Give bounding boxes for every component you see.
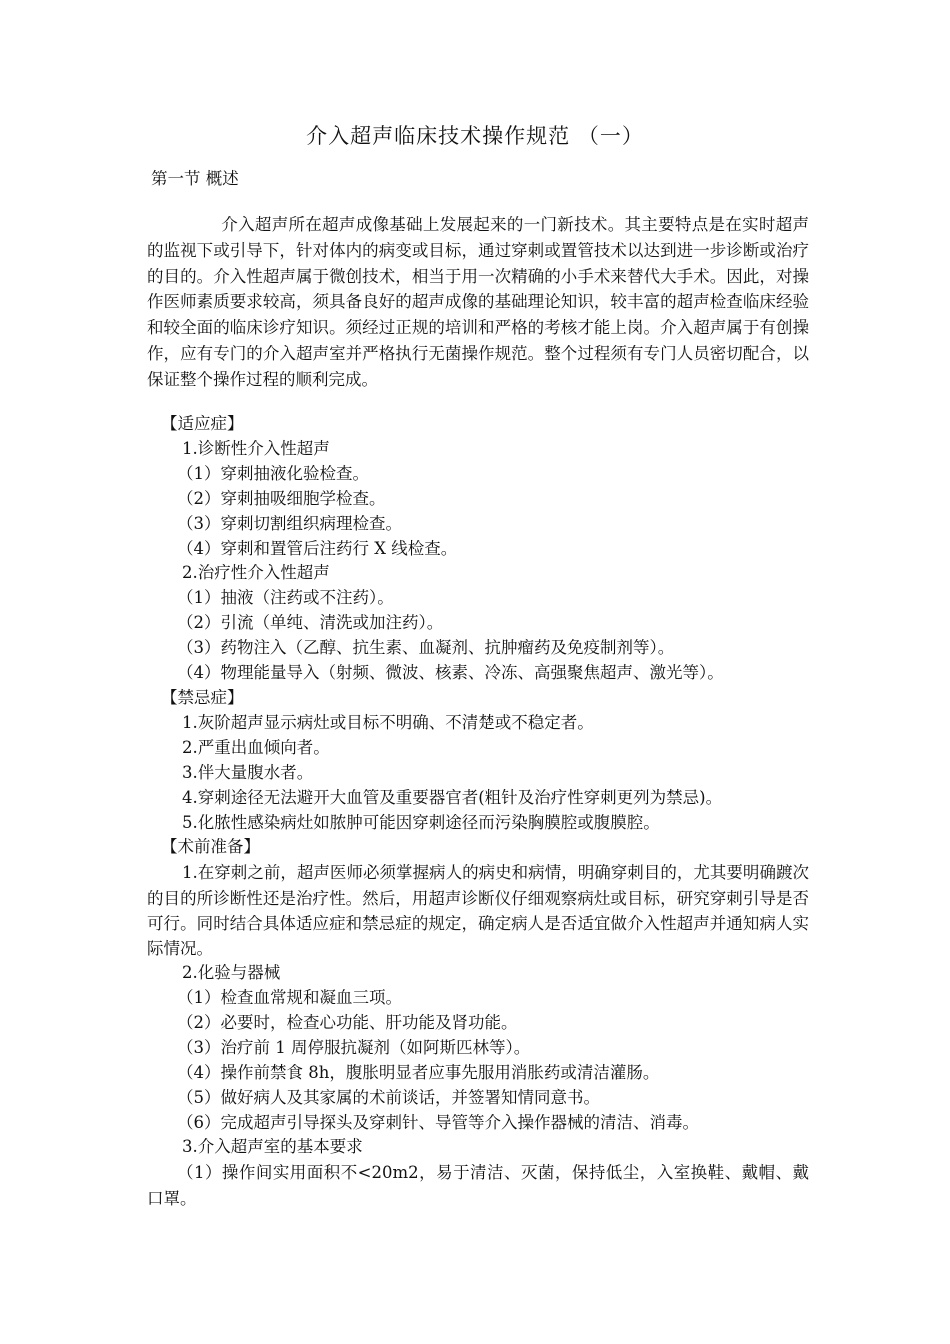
document-title: 介入超声临床技术操作规范 （一） (306, 124, 644, 148)
preparation-heading: 【术前准备】 (161, 837, 260, 857)
intro-text: 介入超声所在超声成像基础上发展起来的一门新技术。其主要特点是在实时超声的监视下或引导下，针对体内的病变或目标，通过穿刺或置管技术以达到进一步诊断或治疗的目的。介入性超声属于微创技术，相当于用一次精确的小手术来替代大手术。因此，对操作医师素质要求较高，须具备良好的超声成像的基础理论知识，较丰富的超声检查临床经验和较全面的临床诊疗知识。须经过正规的培训和严格的考核才能上岗。介入超声属于有创操作，应有专门的介入超声室并严格执行无菌操作规范。整个过程须有专门人员密切配合，以保证整个操作过程的顺利完成。 (147, 215, 809, 389)
list-item: （3）治疗前 1 周停服抗凝剂（如阿斯匹林等）。 (177, 1037, 531, 1057)
section-heading: 第一节 概述 (151, 169, 239, 188)
list-item: （1）抽液（注药或不注药）。 (177, 588, 394, 608)
list-item: （5）做好病人及其家属的术前谈话，并签署知情同意书。 (177, 1087, 600, 1107)
list-item: 1.灰阶超声显示病灶或目标不明确、不清楚或不稳定者。 (182, 712, 594, 732)
list-item: （3）穿刺切割组织病理检查。 (177, 513, 402, 533)
document-body (147, 412, 809, 1211)
lab-title: 2.化验与器械 (182, 963, 281, 983)
contraindications-heading: 【禁忌症】 (161, 687, 244, 707)
intro-paragraph (147, 212, 809, 393)
list-item: 4.穿刺途径无法避开大血管及重要器官者(粗针及治疗性穿刺更列为禁忌)。 (182, 787, 723, 807)
therapeutic-title: 2.治疗性介入性超声 (182, 563, 330, 583)
list-item: （6）完成超声引导探头及穿刺针、导管等介入操作器械的清洁、消毒。 (177, 1112, 699, 1132)
list-item: 5.化脓性感染病灶如脓肿可能因穿刺途径而污染胸膜腔或腹膜腔。 (182, 812, 660, 832)
list-item: （1）检查血常规和凝血三项。 (177, 988, 402, 1008)
list-item: （2）引流（单纯、清洗或加注药）。 (177, 613, 444, 633)
list-item: （1）穿刺抽液化验检查。 (177, 463, 369, 483)
preparation-paragraph: 1.在穿刺之前，超声医师必须掌握病人的病史和病情，明确穿刺目的，尤其要明确踱次的目的所诊断性还是治疗性。然后，用超声诊断仪仔细观察病灶或目标，研究穿刺引导是否可行。同时结合具体适应症和禁忌症的规定，确定病人是否适宜做介入性超声并通知病人实际情况。 (147, 863, 809, 958)
room-paragraph: （1）操作间实用面积不<20m2，易于清洁、灭菌，保持低尘，入室换鞋、戴帽、戴口罩。 (147, 1163, 809, 1208)
list-item: （4）穿刺和置管后注药行 X 线检查。 (177, 538, 458, 558)
list-item: （4）操作前禁食 8h，腹胀明显者应事先服用消胀药或清洁灌肠。 (177, 1062, 660, 1082)
list-item: （2）必要时，检查心功能、肝功能及肾功能。 (177, 1012, 518, 1032)
list-item: （3）药物注入（乙醇、抗生素、血凝剂、抗肿瘤药及免疫制剂等）。 (177, 638, 675, 658)
list-item: （4）物理能量导入（射频、微波、核素、冷冻、高强聚焦超声、激光等）。 (177, 663, 724, 683)
indications-heading: 【适应症】 (161, 414, 244, 433)
list-item: （2）穿刺抽吸细胞学检查。 (177, 488, 386, 508)
list-item: 3.伴大量腹水者。 (182, 762, 314, 782)
room-title: 3.介入超声室的基本要求 (182, 1137, 363, 1157)
list-item: 2.严重出血倾向者。 (182, 737, 330, 757)
diagnostic-title: 1.诊断性介入性超声 (182, 438, 330, 458)
